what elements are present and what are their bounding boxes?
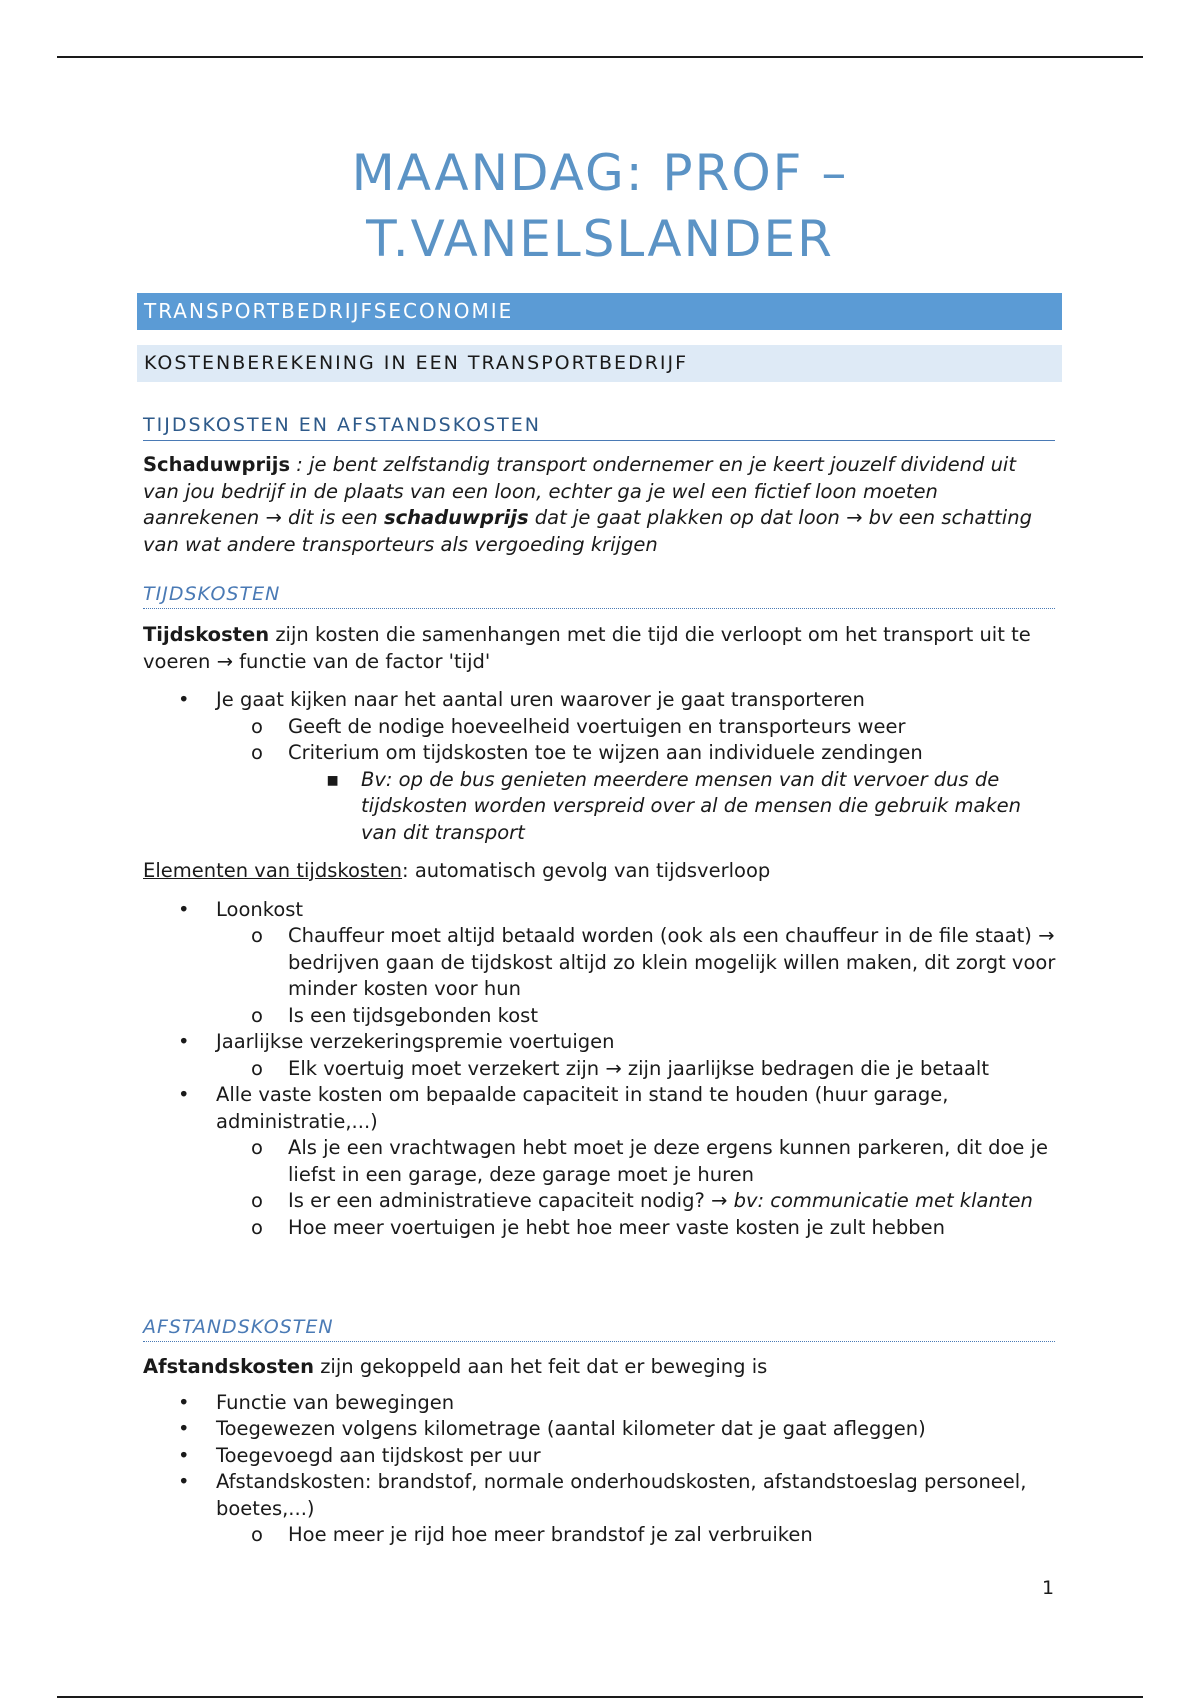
title-line-2: T.VANELSLANDER [366, 210, 834, 268]
schaduwprijs-term-2: schaduwprijs [383, 506, 529, 529]
schaduwprijs-text-2: dat je gaat plakken op dat loon → bv een schatting van wat andere transporteurs als vergoeding krijgen [143, 506, 1032, 556]
afstandskosten-list [143, 1390, 1058, 1549]
square-bullet-icon: ▪ [326, 767, 340, 791]
bullet-icon: • [178, 1030, 190, 1053]
heading-tijdskosten: TIJDSKOSTEN [143, 580, 1055, 609]
afstandskosten-intro-text: zijn gekoppeld aan het feit dat er beweging is [314, 1355, 768, 1378]
list-item: • Je gaat kijken naar het aantal uren waarover je gaat transporteren [143, 687, 1058, 714]
list-item: o Elk voertuig moet verzekert zijn → zijn jaarlijkse bedragen die je betaalt [143, 1056, 1058, 1083]
circle-bullet-icon: o [251, 1003, 263, 1027]
afstandskosten-intro [143, 1354, 1058, 1381]
bullet-icon: • [178, 1470, 190, 1493]
tijdskosten-intro [143, 622, 1058, 675]
list-item: • Jaarlijkse verzekeringspremie voertuigen [143, 1029, 1058, 1056]
schaduwprijs-paragraph [143, 452, 1058, 558]
bullet-icon: • [178, 897, 190, 921]
schaduwprijs-text-1: : je bent zelfstandig transport ondernemer en je keert jouzelf dividend uit van jou bedrijf in de plaats van een loon, echter ga je wel een fictief loon moeten aanrekenen → dit is een [143, 453, 1016, 529]
schaduwprijs-term: Schaduwprijs [143, 453, 291, 476]
list-item: o Geeft de nodige hoeveelheid voertuigen en transporteurs weer [143, 714, 1058, 741]
document-title [120, 140, 1080, 272]
elementen-label: Elementen van tijdskosten [143, 859, 403, 882]
bullet-icon: • [178, 1443, 190, 1467]
list-item: o Is er een administratieve capaciteit nodig? → bv: communicatie met klanten [143, 1188, 1058, 1215]
tijdskosten-list [143, 687, 1058, 846]
elementen-paragraph [143, 858, 1058, 885]
circle-bullet-icon: o [251, 1215, 263, 1239]
list-item: o Hoe meer voertuigen je hebt hoe meer vaste kosten je zult hebben [143, 1215, 1058, 1242]
afstandskosten-section [143, 1354, 1058, 1549]
circle-bullet-icon: o [251, 1189, 263, 1212]
list-item: • Functie van bewegingen [143, 1390, 1058, 1417]
bullet-icon: • [178, 1083, 190, 1106]
footer-rule [57, 1696, 1143, 1698]
list-item: o Is een tijdsgebonden kost [143, 1003, 1058, 1030]
heading-afstandskosten: AFSTANDSKOSTEN [143, 1313, 1055, 1342]
page-number: 1 [1042, 1577, 1055, 1599]
list-item: o Chauffeur moet altijd betaald worden (ook als een chauffeur in de file staat) → bedrijven gaan de tijdskost altijd zo klein mogelijk willen maken, dit zorgt voor minder kosten voor hun [251, 924, 1056, 1000]
afstandskosten-term: Afstandskosten [143, 1355, 314, 1378]
tijdskosten-term: Tijdskosten [143, 623, 270, 646]
list-item: • Loonkost [143, 897, 1058, 924]
heading-2: KOSTENBEREKENING IN EEN TRANSPORTBEDRIJF [137, 345, 1062, 382]
list-item: • Alle vaste kosten om bepaalde capaciteit in stand te houden (huur garage, administratie,...) [178, 1083, 949, 1133]
circle-bullet-icon: o [251, 741, 263, 764]
circle-bullet-icon: o [251, 714, 263, 738]
elementen-text: : automatisch gevolg van tijdsverloop [402, 859, 771, 882]
circle-bullet-icon: o [251, 1136, 263, 1159]
tijdskosten-intro-text: zijn kosten die samenhangen met die tijd die verloopt om het transport uit te voeren → functie van de factor 'tijd' [143, 623, 1031, 673]
list-item: ▪ Bv: op de bus genieten meerdere mensen van dit vervoer dus de tijdskosten worden verspreid over al de mensen die gebruik maken van dit transport [326, 767, 1022, 844]
elementen-list [143, 897, 1058, 1242]
heading-1: TRANSPORTBEDRIJFSECONOMIE [137, 293, 1062, 330]
tijdskosten-section [143, 622, 1058, 1241]
list-item: • Afstandskosten: brandstof, normale onderhoudskosten, afstandstoeslag personeel, boetes,...) [178, 1470, 1027, 1520]
header-rule [57, 56, 1143, 58]
bullet-icon: • [178, 1390, 190, 1414]
list-item: o Criterium om tijdskosten toe te wijzen aan individuele zendingen [143, 740, 1058, 767]
circle-bullet-icon: o [251, 1523, 263, 1546]
bullet-icon: • [178, 688, 190, 711]
heading-3: TIJDSKOSTEN EN AFSTANDSKOSTEN [143, 410, 1055, 441]
circle-bullet-icon: o [251, 924, 263, 947]
list-item: o Als je een vrachtwagen hebt moet je deze ergens kunnen parkeren, dit doe je liefst in een garage, deze garage moet je huren [251, 1136, 1049, 1186]
bullet-icon: • [178, 1417, 190, 1440]
list-item: • Toegewezen volgens kilometrage (aantal kilometer dat je gaat afleggen) [143, 1416, 1058, 1443]
title-line-1: MAANDAG: PROF – [351, 144, 849, 202]
list-item: • Toegevoegd aan tijdskost per uur [143, 1443, 1058, 1470]
circle-bullet-icon: o [251, 1056, 263, 1080]
list-item: o Hoe meer je rijd hoe meer brandstof je zal verbruiken [143, 1522, 1058, 1549]
